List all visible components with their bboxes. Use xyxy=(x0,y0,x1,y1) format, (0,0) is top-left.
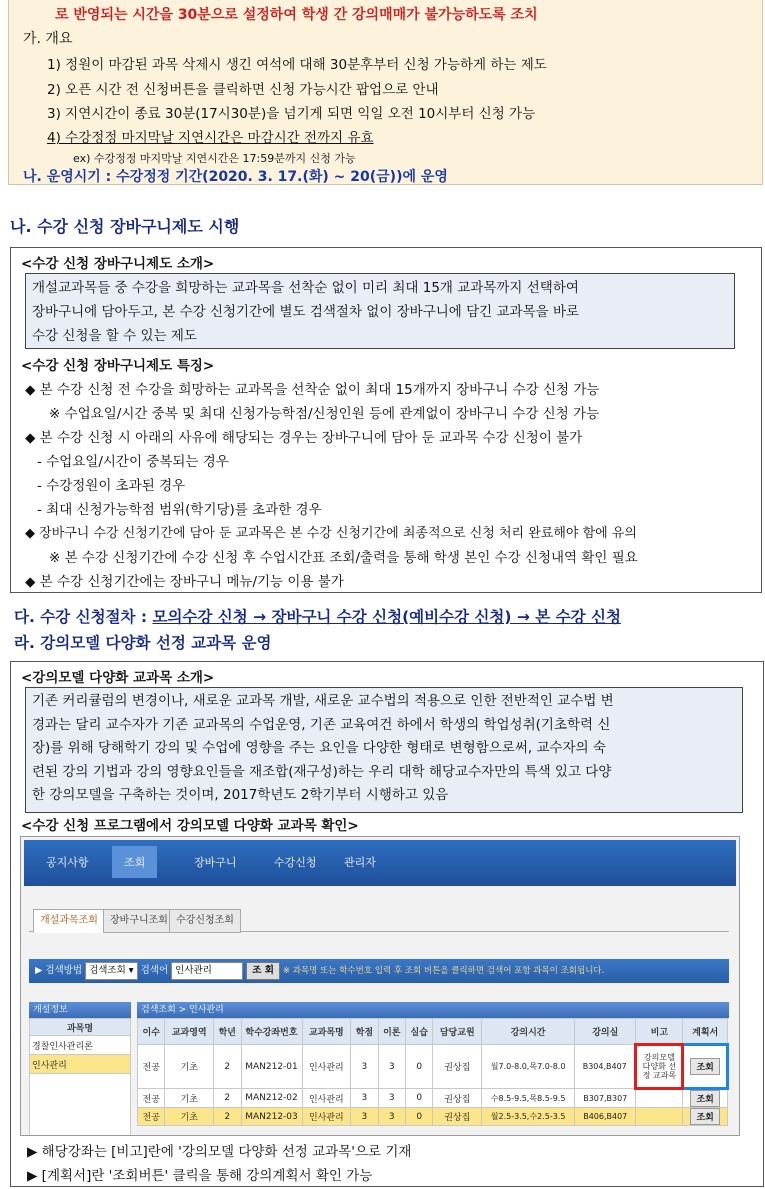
lecture-model-intro-line: 장)를 위해 당해학기 강의 및 수업에 영향을 주는 요인을 다양한 형태로 변형함으로써, 교수자의 숙 xyxy=(32,740,606,756)
col-header: 담당교원 xyxy=(433,1019,482,1045)
left-panel-col-header: 과목명 xyxy=(30,1019,131,1036)
col-header: 학년 xyxy=(214,1019,241,1045)
cell: 수8.5-9.5,목8.5-9.5 xyxy=(482,1089,575,1108)
cell: 인사관리 xyxy=(302,1045,351,1089)
cell: 전공 xyxy=(138,1089,165,1108)
left-panel-header xyxy=(29,1002,131,1018)
cell: MAN212-03 xyxy=(241,1108,302,1126)
right-panel-header xyxy=(137,1002,729,1018)
search-keyword-label: 검색어 xyxy=(140,965,169,976)
section-cart-title: 나. 수강 신청 장바구니제도 시행 xyxy=(10,217,240,236)
cell: B304,B407 xyxy=(575,1045,636,1089)
search-method-label: ▶ 검색방법 xyxy=(35,965,83,976)
cell: 권상집 xyxy=(433,1089,482,1108)
cart-feature-note: ※ 본 수강 신청기간에 수강 신청 후 수업시간표 조회/출력을 통해 학생 본인 수강 신청내역 확인 필요 xyxy=(49,550,638,566)
cart-features-heading: <수강 신청 장바구니제도 특징> xyxy=(21,358,215,374)
table-row[interactable] xyxy=(138,1089,728,1108)
col-header: 교과목명 xyxy=(302,1019,351,1045)
top-nav-bar xyxy=(24,840,736,886)
col-header: 계획서 xyxy=(683,1019,728,1045)
cart-intro-line: 장바구니에 담아두고, 본 수강 신청기간에 별도 검색절차 없이 장바구니에 담긴 교과목을 바로 xyxy=(32,304,580,320)
right-panel-title: 검색조회 > 인사관리 xyxy=(141,1005,224,1015)
lecture-model-intro-heading: <강의모델 다양화 교과목 소개> xyxy=(21,670,215,686)
search-hint: ※ 과목명 또는 학수번호 입력 후 조회 버튼을 클릭하면 검색어 포함 과목이 조회됩니다. xyxy=(282,966,605,976)
lecture-model-intro-line: 기존 커리큘럼의 변경이나, 새로운 교과목 개발, 새로운 교수법의 적용으로 인한 전반적인 교수법 변 xyxy=(32,693,614,709)
nav-notice[interactable]: 공지사항 xyxy=(46,856,89,869)
overview-heading: 가. 개요 xyxy=(23,31,73,47)
plan-cell xyxy=(683,1089,728,1108)
col-header: 비고 xyxy=(636,1019,683,1045)
search-bar xyxy=(29,959,729,983)
cart-feature-sub: - 수업요일/시간이 중복되는 경우 xyxy=(37,454,229,470)
cart-feature-bullet: ◆ 본 수강 신청 전 수강을 희망하는 교과목을 선착순 없이 최대 15개까지 장바구니 수강 신청 가능 xyxy=(25,382,600,398)
cart-feature-sub: - 최대 신청가능학점 범위(학기당)를 초과한 경우 xyxy=(37,502,322,518)
tab-open-courses[interactable]: 개설과목조회 xyxy=(33,909,105,933)
operation-period: 나. 운영시기 : 수강정정 기간(2020. 3. 17.(화) ~ 20(금))에 운영 xyxy=(23,169,448,185)
cell xyxy=(636,1089,683,1108)
left-panel-item[interactable]: 인사관리 xyxy=(30,1055,131,1074)
cell: 전공 xyxy=(138,1045,165,1089)
lecture-model-note: ▶ [계획서]란 '조회버튼' 클릭을 통해 강의계획서 확인 가능 xyxy=(27,1168,373,1184)
table-row[interactable] xyxy=(138,1045,728,1089)
cell: 3 xyxy=(378,1108,405,1126)
cell: MAN212-01 xyxy=(241,1045,302,1089)
left-panel-empty xyxy=(30,1074,131,1137)
lecture-model-note: ▶ 해당강좌는 [비고]란에 '강의모델 다양화 선정 교과목'으로 기재 xyxy=(27,1144,412,1160)
cell: 0 xyxy=(406,1045,433,1089)
view-plan-button[interactable]: 조회 xyxy=(690,1058,719,1075)
cart-intro-line: 수강 신청을 할 수 있는 제도 xyxy=(32,328,197,344)
plan-cell xyxy=(683,1108,728,1126)
cart-feature-bullet: ◆ 본 수강 신청 시 아래의 사유에 해당되는 경우는 장바구니에 담아 둔 교과목 수강 신청이 불가 xyxy=(25,430,583,446)
cart-section-box xyxy=(10,247,762,593)
cell: 기초 xyxy=(165,1089,214,1108)
cell: 0 xyxy=(406,1089,433,1108)
overview-example: ex) 수강정정 마지막날 지연시간은 17:59분까지 신청 가능 xyxy=(73,152,356,165)
cell: 3 xyxy=(351,1108,378,1126)
top-continuation-line: 로 반영되는 시간을 30분으로 설정하여 학생 간 강의매매가 불가능하도록 조치 xyxy=(55,7,538,23)
search-method-select[interactable]: 검색조회 ▾ xyxy=(85,962,138,980)
overview-item-3: 3) 지연시간이 종료 30분(17시30분)을 넘기게 되면 익일 오전 10시부터 신청 가능 xyxy=(47,106,536,122)
nav-cart[interactable]: 장바구니 xyxy=(194,856,237,869)
search-keyword-input[interactable]: 인사관리 xyxy=(171,962,243,980)
cart-intro-heading: <수강 신청 장바구니제도 소개> xyxy=(21,256,215,272)
remarks-lecture-model: 강의모델 다양화 선정 교과목 xyxy=(636,1045,683,1089)
cart-intro-line: 개설교과목들 중 수강을 희망하는 교과목을 선착순 없이 미리 최대 15개 교과목까지 선택하여 xyxy=(32,280,579,296)
section-lecture-model-title: 라. 강의모델 다양화 선정 교과목 운영 xyxy=(14,634,272,652)
cell: 월7.0-8.0,목7.0-8.0 xyxy=(482,1045,575,1089)
col-header: 교과영역 xyxy=(165,1019,214,1045)
tab-cart-view[interactable]: 장바구니조회 xyxy=(103,909,175,933)
cart-feature-bullet: ◆ 본 수강 신청기간에는 장바구니 메뉴/기능 이용 불가 xyxy=(25,574,344,590)
view-plan-button[interactable]: 조회 xyxy=(690,1090,719,1107)
cart-feature-bullet: ◆ 장바구니 수강 신청기간에 담아 둔 교과목은 본 수강 신청기간에 최종적으로 신청 처리 완료해야 함에 유의 xyxy=(25,526,637,541)
view-plan-button[interactable]: 조회 xyxy=(690,1108,719,1125)
col-header: 실습 xyxy=(406,1019,433,1045)
overview-item-2: 2) 오픈 시간 전 신청버튼을 클릭하면 신청 가능시간 팝업으로 안내 xyxy=(47,82,439,98)
cell: B406,B407 xyxy=(575,1108,636,1126)
cell: 3 xyxy=(351,1045,378,1089)
cell: 2 xyxy=(214,1108,241,1126)
lecture-model-intro-line: 련된 강의 기법과 강의 영향요인들을 재조합(재구성)하는 우리 대학 해당교수자만의 특색 있고 다양 xyxy=(32,763,612,780)
left-panel-item[interactable]: 경찰인사관리론 xyxy=(30,1036,131,1055)
cell: B307,B307 xyxy=(575,1089,636,1108)
col-header: 강의시간 xyxy=(482,1019,575,1045)
top-notice-box xyxy=(8,0,763,185)
col-header: 이론 xyxy=(378,1019,405,1045)
cell: 2 xyxy=(214,1045,241,1089)
cell: 기초 xyxy=(165,1045,214,1089)
procedure-prefix: 다. 수강 신청절차 : xyxy=(14,608,153,626)
left-panel-table xyxy=(29,1018,131,1136)
cart-feature-sub: - 수강정원이 초과된 경우 xyxy=(37,478,186,494)
cell: 인사관리 xyxy=(302,1089,351,1108)
results-table xyxy=(137,1018,729,1126)
cell: 인사관리 xyxy=(302,1108,351,1126)
table-row[interactable] xyxy=(138,1108,728,1126)
cell: 기초 xyxy=(165,1108,214,1126)
overview-item-4: 4) 수강정정 마지막날 지연시간은 마감시간 전까지 유효 xyxy=(47,130,374,146)
lecture-model-intro-line: 한 강의모델을 구축하는 것이며, 2017학년도 2학기부터 시행하고 있음 xyxy=(32,787,449,803)
col-header: 이수 xyxy=(138,1019,165,1045)
cell: 권상집 xyxy=(433,1045,482,1089)
cell xyxy=(636,1108,683,1126)
col-header: 학점 xyxy=(351,1019,378,1045)
procedure-steps: 모의수강 신청 → 장바구니 수강 신청(예비수강 신청) → 본 수강 신청 xyxy=(152,608,621,626)
search-button[interactable]: 조 회 xyxy=(246,962,280,980)
cell: 0 xyxy=(406,1108,433,1126)
cell: MAN212-02 xyxy=(241,1089,302,1108)
cart-feature-note: ※ 수업요일/시간 중복 및 최대 신청가능학점/신청인원 등에 관계없이 장바구니 수강 신청 가능 xyxy=(49,406,600,422)
nav-admin[interactable]: 관리자 xyxy=(344,856,376,869)
cell: 3 xyxy=(378,1045,405,1089)
col-header: 강의실 xyxy=(575,1019,636,1045)
cell: 권상집 xyxy=(433,1108,482,1126)
tab-registration-view[interactable]: 수강신청조회 xyxy=(169,909,241,933)
col-header: 학수강좌번호 xyxy=(241,1019,302,1045)
nav-search[interactable]: 조회 xyxy=(112,846,157,878)
registration-program-screenshot xyxy=(20,836,740,1136)
cell: 전공 xyxy=(138,1108,165,1126)
lecture-model-intro-line: 경과는 달리 교수자가 기존 교과목의 수업운영, 기존 교육여건 하에서 학생의 학업성취(기초학력 신 xyxy=(32,716,611,733)
cell: 2 xyxy=(214,1089,241,1108)
nav-register[interactable]: 수강신청 xyxy=(274,856,317,869)
lecture-model-check-heading: <수강 신청 프로그램에서 강의모델 다양화 교과목 확인> xyxy=(21,818,359,834)
left-panel-title: 개설정보 xyxy=(33,1005,68,1015)
cell: 3 xyxy=(378,1089,405,1108)
overview-item-1: 1) 정원이 마감된 과목 삭제시 생긴 여석에 대해 30분후부터 신청 가능하게 하는 제도 xyxy=(47,57,547,73)
cart-intro-box xyxy=(25,273,735,349)
results-header-row xyxy=(138,1019,728,1045)
cell: 월2.5-3.5,수2.5-3.5 xyxy=(482,1108,575,1126)
plan-cell xyxy=(683,1045,728,1089)
procedure-line xyxy=(14,605,621,627)
lecture-model-intro-box xyxy=(25,687,743,813)
cell: 3 xyxy=(351,1089,378,1108)
